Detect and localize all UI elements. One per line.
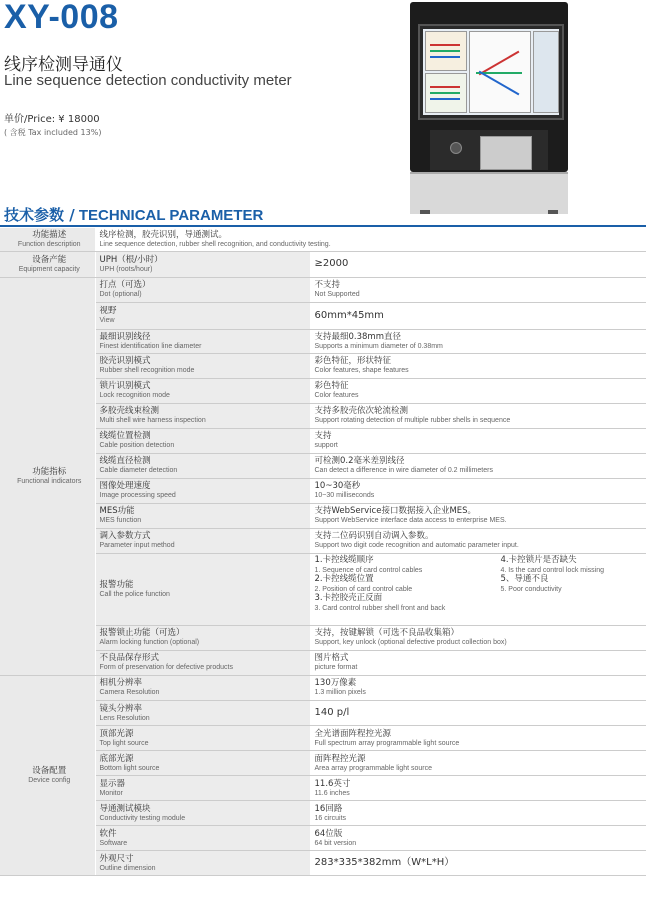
value-cell (310, 851, 646, 876)
value-cell (310, 650, 646, 675)
table-row (0, 503, 646, 528)
wire-mark (479, 71, 520, 96)
text-cn: 可检测0.2毫米差别线径 (314, 456, 405, 466)
text-en: Rubber shell recognition mode (99, 367, 195, 374)
value-cell (310, 403, 646, 428)
text-cn: 功能描述 (32, 229, 67, 240)
text-cn: 调入参数方式 (99, 531, 151, 541)
screen-panel (425, 31, 467, 71)
text-cn: 报警锁止功能（可选） (99, 628, 185, 638)
machine-monitor (418, 24, 564, 120)
text-cn: 显示器 (99, 778, 126, 789)
text-en: Can detect a difference in wire diameter of 0.2 millimeters (314, 467, 493, 474)
text-cn: 不支持 (314, 280, 341, 290)
text-cn: 全光谱面阵程控光源 (314, 728, 392, 739)
text-en: Support two digit code recognition and automatic parameter input. (314, 542, 519, 549)
label-cell (95, 776, 310, 801)
label-cell (95, 701, 310, 726)
text-cn: 10~30毫秒 (314, 481, 361, 491)
text-cn: 283*335*382mm（W*L*H） (314, 857, 455, 868)
text-en: Support WebService interface data access to enterprise MES. (314, 517, 507, 524)
wire-mark (430, 92, 460, 94)
text-cn: 彩色特征，形状特征 (314, 356, 392, 366)
spec-table (0, 228, 646, 876)
text-cn: 视野 (99, 306, 117, 316)
text-en: Camera Resolution (99, 689, 160, 697)
text-en: 64 bit version (314, 839, 357, 847)
label-cell (95, 726, 310, 751)
value-cell (310, 676, 646, 701)
screen-panel (425, 73, 467, 113)
text-en: Parameter input method (99, 542, 175, 549)
table-row (0, 329, 646, 353)
table-row (0, 228, 646, 251)
table-row (0, 650, 646, 675)
text-cn: 报警功能 (99, 579, 134, 590)
wire-mark (430, 56, 460, 58)
text-cn: 线序检测，胶壳识别，导通测试。 (99, 229, 228, 240)
text-cn: 镜头分辨率 (99, 703, 143, 714)
label-cell (95, 826, 310, 851)
value-cell (310, 751, 646, 776)
text-cn: ≥2000 (314, 258, 349, 269)
text-cn: 支持 (314, 431, 332, 441)
value-cell (310, 701, 646, 726)
table-row (0, 826, 646, 851)
text-en: Line sequence detection, rubber shell recognition, and conductivity testing. (99, 240, 331, 248)
text-en: Full spectrum array programmable light source (314, 739, 460, 747)
value-cell (310, 329, 646, 353)
category-cell (0, 228, 95, 251)
text-en: Color features, shape features (314, 367, 409, 374)
machine-base (410, 172, 568, 214)
table-row (0, 378, 646, 403)
tax-note: ( 含税 Tax included 13%) (4, 128, 102, 137)
value-cell (310, 453, 646, 478)
label-cell (95, 503, 310, 528)
text-en: Conductivity testing module (99, 814, 186, 822)
table-row (0, 528, 646, 553)
text-cn: 打点（可选） (99, 280, 151, 290)
alarm-list (315, 554, 647, 624)
text-en: Form of preservation for defective products (99, 664, 233, 671)
text-en: Call the police function (99, 590, 170, 598)
label-cell (95, 650, 310, 675)
text-en: Not Supported (314, 291, 360, 298)
text-en: Monitor (99, 789, 123, 797)
value-cell (310, 528, 646, 553)
text-en: Function description (17, 240, 81, 248)
label-cell (95, 428, 310, 453)
value-cell (310, 353, 646, 378)
label-cell (95, 403, 310, 428)
screen-panel (533, 31, 559, 113)
text-cn: 60mm*45mm (314, 309, 384, 321)
alarm-item: 1. Sequence of card control cables (314, 566, 423, 574)
value-cell (310, 478, 646, 503)
label-cell (95, 251, 310, 277)
alarm-item: 5、导通不良 (500, 574, 549, 584)
text-cn: 支持二位码识别自动调入参数。 (314, 531, 434, 541)
text-cn: 最细识别线径 (99, 331, 151, 342)
text-en: Lock recognition mode (99, 392, 170, 399)
text-en: Cable position detection (99, 442, 175, 449)
table-row (0, 701, 646, 726)
label-cell (95, 302, 310, 329)
text-en: Dot (optional) (99, 291, 142, 298)
alarm-item: 2.卡控线缆位置 (314, 574, 374, 584)
alarm-item: 2. Position of card control cable (314, 585, 413, 593)
text-en: Support, key unlock (optional defective product collection box) (314, 639, 507, 646)
table-row (0, 251, 646, 277)
category-cell (0, 277, 95, 676)
alarm-item: 4. Is the card control lock missing (500, 566, 604, 574)
text-cn: 设备产能 (32, 254, 67, 265)
value-cell (310, 826, 646, 851)
label-cell (95, 625, 310, 650)
text-en: Bottom light source (99, 764, 160, 772)
text-en: Support rotating detection of multiple rubber shells in sequence (314, 417, 511, 424)
text-cn: 线缆位置检测 (99, 431, 151, 441)
text-cn: 支持多胶壳依次轮流检测 (314, 406, 409, 416)
label-cell (95, 553, 310, 625)
value-cell (310, 428, 646, 453)
value-cell (310, 625, 646, 650)
text-en: Outline dimension (99, 864, 156, 872)
text-cn: 底部光源 (99, 753, 134, 764)
table-row (0, 302, 646, 329)
text-en: MES function (99, 517, 142, 524)
label-cell (95, 676, 310, 701)
value-cell (310, 503, 646, 528)
text-en: support (314, 442, 338, 449)
text-en: 11.6 inches (314, 789, 350, 797)
price: 单价/Price: ¥ 18000 (4, 114, 100, 125)
monitor-screen (423, 29, 559, 115)
section-title-en: TECHNICAL PARAMETER (74, 207, 264, 224)
table-row (0, 553, 646, 625)
value-cell (310, 801, 646, 826)
text-cn: 线缆直径检测 (99, 456, 151, 466)
table-row (0, 353, 646, 378)
section-title-cn: 技术参数 / (4, 206, 75, 224)
wire-mark (430, 98, 460, 100)
text-en: Color features (314, 392, 359, 399)
text-en: Multi shell wire harness inspection (99, 417, 206, 424)
text-cn: 软件 (99, 828, 117, 839)
label-cell (95, 277, 310, 302)
text-cn: 140 p/l (314, 707, 350, 718)
machine-foot (420, 210, 430, 214)
alarm-item: 3. Card control rubber shell front and back (314, 604, 446, 612)
table-row (0, 277, 646, 302)
text-en: Supports a minimum diameter of 0.38mm (314, 342, 443, 350)
alarm-column (501, 556, 605, 594)
text-en: Functional indicators (17, 477, 82, 485)
alarm-item: 1.卡控线缆顺序 (314, 555, 374, 565)
text-en: picture format (314, 664, 358, 671)
text-cn: 锁片识别模式 (99, 381, 151, 391)
alarm-item: 5. Poor conductivity (500, 585, 562, 593)
text-cn: 64位版 (314, 828, 343, 839)
machine-foot (548, 210, 558, 214)
label-cell (95, 353, 310, 378)
text-cn: 支持最细0.38mm直径 (314, 331, 401, 342)
text-cn: 130万像素 (314, 678, 357, 689)
label-cell (95, 329, 310, 353)
wire-mark (430, 86, 460, 88)
value-cell (310, 726, 646, 751)
product-title-en: Line sequence detection conductivity meter (4, 72, 292, 89)
text-cn: 不良品保存形式 (99, 653, 160, 663)
text-cn: 图像处理速度 (99, 481, 151, 491)
text-cn: 11.6英寸 (314, 778, 351, 789)
label-cell (95, 378, 310, 403)
text-en: 1.3 million pixels (314, 689, 366, 697)
wire-mark (430, 44, 460, 46)
label-cell (95, 751, 310, 776)
text-en: 10~30 milliseconds (314, 492, 375, 499)
table-row (0, 776, 646, 801)
text-cn: 功能指标 (32, 466, 67, 477)
table-row (0, 751, 646, 776)
text-en: Equipment capacity (18, 265, 80, 273)
category-cell (0, 251, 95, 277)
text-cn: 外观尺寸 (99, 853, 134, 864)
table-row (0, 403, 646, 428)
text-en: 16 circuits (314, 814, 347, 822)
alarm-column (315, 556, 446, 613)
text-en: View (99, 317, 115, 324)
text-en: Top light source (99, 739, 149, 747)
section-title (4, 204, 263, 225)
text-cn: 16回路 (314, 803, 343, 814)
text-cn: MES功能 (99, 506, 135, 516)
text-en: Cable diameter detection (99, 467, 178, 474)
test-tray (480, 136, 532, 170)
label-cell (95, 801, 310, 826)
text-cn: 支持WebService接口数据接入企业MES。 (314, 506, 477, 516)
alarm-item: 3.卡控胶壳正反面 (314, 593, 383, 603)
label-cell (95, 453, 310, 478)
text-cn: UPH（根/小时） (99, 254, 163, 265)
text-en: Lens Resolution (99, 714, 150, 722)
machine-body (410, 2, 568, 172)
value-cell (95, 228, 646, 251)
text-cn: 支持，按键解锁（可选不良品收集箱） (314, 628, 460, 638)
table-row (0, 625, 646, 650)
wire-mark (430, 50, 460, 52)
text-en: Software (99, 839, 128, 847)
text-cn: 顶部光源 (99, 728, 134, 739)
value-cell (310, 776, 646, 801)
text-cn: 图片格式 (314, 653, 349, 663)
value-cell (310, 553, 646, 625)
text-cn: 多胶壳线束检测 (99, 406, 160, 416)
table-row (0, 851, 646, 876)
text-cn: 胶壳识别模式 (99, 356, 151, 366)
table-row (0, 453, 646, 478)
text-cn: 相机分辨率 (99, 678, 143, 689)
table-row (0, 801, 646, 826)
text-en: Device config (28, 777, 71, 784)
section-divider (0, 225, 646, 227)
label-cell (95, 528, 310, 553)
product-title-cn: 线序检测导通仪 (4, 55, 123, 75)
text-cn: 设备配置 (32, 766, 67, 776)
text-en: Image processing speed (99, 492, 176, 499)
text-cn: 彩色特征 (314, 381, 349, 391)
alarm-item: 4.卡控锁片是否缺失 (500, 555, 577, 565)
text-en: UPH (roots/hour) (99, 265, 153, 273)
power-knob (450, 142, 462, 154)
value-cell (310, 378, 646, 403)
text-en: Finest identification line diameter (99, 342, 202, 350)
text-en: Alarm locking function (optional) (99, 639, 200, 646)
value-cell (310, 302, 646, 329)
table-row (0, 726, 646, 751)
machine-work-area (430, 130, 548, 170)
text-cn: 面阵程控光源 (314, 753, 366, 764)
model-number: XY-008 (4, 0, 119, 36)
value-cell (310, 277, 646, 302)
table-row (0, 428, 646, 453)
text-cn: 导通测试模块 (99, 803, 151, 814)
screen-panel (469, 31, 531, 113)
value-cell (310, 251, 646, 277)
table-row (0, 676, 646, 701)
table-row (0, 478, 646, 503)
text-en: Area array programmable light source (314, 764, 432, 772)
product-image (410, 2, 568, 212)
label-cell (95, 478, 310, 503)
category-cell (0, 676, 95, 876)
label-cell (95, 851, 310, 876)
